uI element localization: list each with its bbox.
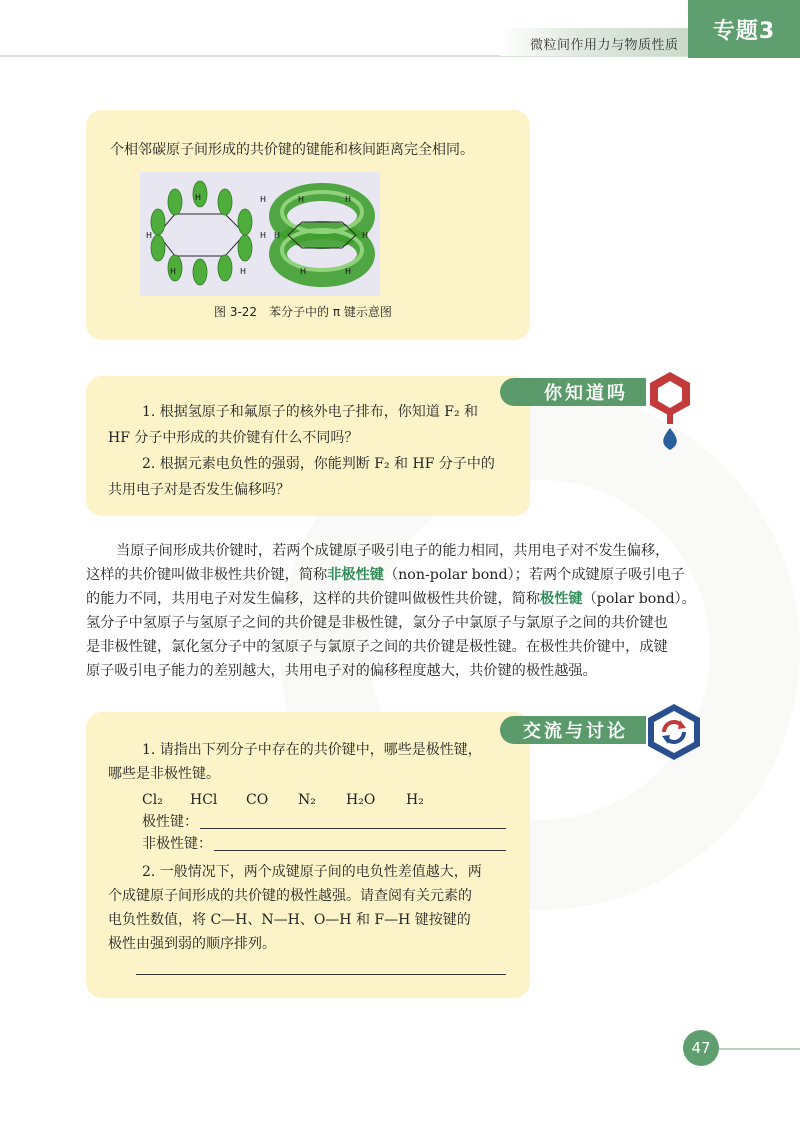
benzene-pi-bond-figure: [140, 172, 380, 296]
atom-label-h: H: [146, 231, 153, 240]
molecule-h2o: H₂O: [346, 792, 376, 808]
know-q2-line1: 2. 根据元素电负性的强弱，你能判断 F₂ 和 HF 分子中的: [142, 456, 495, 472]
body-line-1: 当原子间形成共价键时，若两个成键原子吸引电子的能力相同，共用电子对不发生偏移，: [116, 543, 670, 559]
know-q2-line2: 共用电子对是否发生偏移吗？: [108, 482, 290, 498]
polar-bond-label: 极性键：: [142, 814, 198, 830]
molecule-hcl: HCl: [190, 792, 218, 808]
molecule-co: CO: [246, 792, 269, 808]
svg-text:H: H: [362, 231, 369, 240]
term-polar-bond: 极性键: [540, 591, 583, 607]
discuss-q2-line2: 个成键原子间形成的共价键的极性越强。请查阅有关元素的: [108, 888, 472, 904]
figure-caption: 图 3-22 苯分子中的 π 键示意图: [214, 305, 392, 319]
body-line-3: 的能力不同，共用电子对发生偏移，这样的共价键叫做极性共价键，简称极性键（polar bond）。: [86, 591, 696, 607]
know-q1-line2: HF 分子中形成的共价键有什么不同吗？: [108, 430, 359, 446]
term-nonpolar-bond: 非极性键: [327, 567, 384, 583]
order-answer-line[interactable]: [136, 974, 506, 975]
body-line-6: 原子吸引电子能力的差别越大，共用电子对的偏移程度越大，共价键的极性越强。: [86, 663, 597, 679]
svg-text:H: H: [345, 267, 352, 276]
know-q1-line1: 1. 根据氢原子和氟原子的核外电子排布，你知道 F₂ 和: [142, 404, 479, 420]
atom-label-h: H: [260, 231, 267, 240]
nonpolar-bond-label: 非极性键：: [142, 836, 212, 852]
molecule-cl2: Cl₂: [142, 792, 163, 808]
svg-text:H: H: [300, 267, 307, 276]
molecule-h2: H₂: [406, 792, 424, 808]
atom-label-h: H: [170, 267, 177, 276]
svg-text:H: H: [298, 195, 305, 204]
discuss-q2-line3: 电负性数值，将 C—H、N—H、O—H 和 F—H 键按键的: [108, 912, 471, 928]
do-you-know-banner: 你知道吗: [500, 378, 646, 406]
nonpolar-bond-answer-line[interactable]: [214, 850, 506, 851]
atom-label-h: H: [260, 195, 267, 204]
chapter-tab: 专题3: [688, 0, 800, 58]
atom-label-h: H: [240, 267, 247, 276]
body-line-4: 氢分子中氢原子与氢原子之间的共价键是非极性键，氯分子中氯原子与氯原子之间的共价键也: [86, 615, 668, 631]
svg-text:H: H: [274, 231, 281, 240]
atom-label-h: H: [195, 193, 202, 202]
box1-intro: 个相邻碳原子间形成的共价键的键能和核间距离完全相同。: [110, 142, 474, 158]
svg-text:H: H: [345, 195, 352, 204]
question-drop-icon: [644, 370, 696, 454]
discuss-q1-line1: 1. 请指出下列分子中存在的共价键中，哪些是极性键，: [142, 742, 482, 758]
discuss-q2-line4: 极性由强到弱的顺序排列。: [108, 936, 276, 952]
header-subtitle: 微粒间作用力与物质性质: [530, 38, 679, 53]
molecule-n2: N₂: [298, 792, 316, 808]
polar-bond-answer-line[interactable]: [200, 828, 506, 829]
discussion-banner: 交流与讨论: [500, 716, 646, 744]
page-number-rule: [719, 1048, 800, 1050]
page-number: 47: [683, 1030, 719, 1066]
discuss-q1-line2: 哪些是非极性键。: [108, 766, 220, 782]
body-line-2: 这样的共价键叫做非极性共价键，简称非极性键（non-polar bond）；若两个成键原子吸引电子: [86, 567, 685, 583]
discuss-q2-line1: 2. 一般情况下，两个成键原子间的电负性差值越大，两: [142, 864, 482, 880]
body-line-5: 是非极性键，氯化氢分子中的氢原子与氯原子之间的共价键是极性键。在极性共价键中，成键: [86, 639, 668, 655]
discussion-icon: [644, 702, 704, 762]
